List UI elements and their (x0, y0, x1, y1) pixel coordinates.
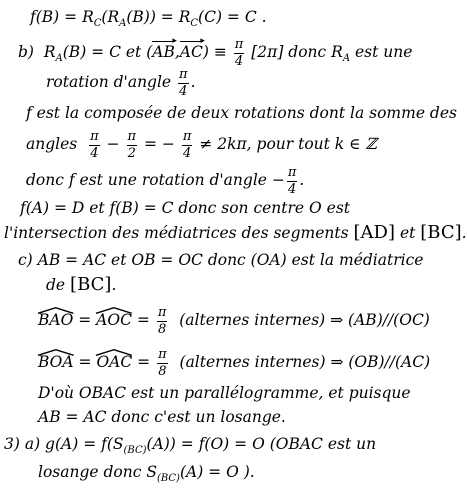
formula-line-1: $f(B) = R_C(R_A(B)) = R_C(C) = C$ . (30, 8, 267, 29)
text-line-4: f est la composée de deux rotations dont la somme des (26, 104, 457, 122)
text-line-13: D'où OBAC est un parallélogramme, et puisque (38, 384, 411, 402)
formula-line-5: angles $\frac{\pi}{4}$ − $\frac{\pi}{2}$ = − $\frac{\pi}{4}$ ≠ 2kπ, pour tout k ∈ ℤ (26, 129, 377, 161)
fraction-pi-4: $\frac{\pi}{4}$ (287, 165, 297, 197)
fraction-pi-4: $\frac{\pi}{4}$ (182, 129, 192, 161)
angle-hat-boa: BOA (38, 351, 74, 371)
formula-line-16: losange donc $S_{(BC)}(A) = O$ ). (38, 463, 255, 484)
text-line-9: c) AB = AC et OB = OC donc (OA) est la médiatrice (18, 251, 424, 269)
fraction-pi-4: $\frac{\pi}{4}$ (234, 37, 244, 69)
formula-line-11: BAO = AOC = $\frac{\pi}{8}$ (alternes internes) ⇒ (AB)//(OC) (38, 305, 430, 337)
text-line-7: f(A) = D et f(B) = C donc son centre O est (20, 199, 351, 217)
text-line-8: l'intersection des médiatrices des segments [AD] et [BC]. (4, 222, 467, 243)
angle-hat-aoc: AOC (96, 309, 132, 329)
fraction-pi-4: $\frac{\pi}{4}$ (90, 129, 99, 161)
fraction-pi-2: $\frac{\pi}{2}$ (127, 129, 137, 161)
fraction-pi-4: $\frac{\pi}{4}$ (179, 67, 188, 99)
fraction-pi-8: $\frac{\pi}{8}$ (158, 347, 167, 379)
angle-hat-oac: OAC (96, 351, 132, 371)
vector-ab: ▸ AB (152, 36, 177, 62)
formula-line-12: BOA = OAC = $\frac{\pi}{8}$ (alternes internes) ⇒ (OB)//(AC) (38, 347, 431, 379)
fraction-pi-8: $\frac{\pi}{8}$ (157, 305, 167, 337)
text-line-14: AB = AC donc c'est un losange. (38, 408, 286, 426)
angle-hat-bao: BAO (38, 309, 73, 329)
formula-line-2: b) $R_A(B) = C$ et ( ▸ AB, ▸ AC) ≡ $\frac{\pi}{4}$ [2π] donc $R_A$ est une (18, 36, 413, 69)
vector-ac: ▸ AC (179, 36, 205, 62)
formula-line-6: donc f est une rotation d'angle − $\frac{\pi}{4}$ . (26, 165, 305, 197)
formula-line-15: 3) a) $g(A) = f(S_{(BC)}(A)) = f(O) = O$ (OBAC est un (4, 435, 377, 456)
formula-line-3: rotation d'angle $\frac{\pi}{4}$ . (46, 67, 196, 99)
text-line-10: de [BC]. (46, 274, 117, 295)
